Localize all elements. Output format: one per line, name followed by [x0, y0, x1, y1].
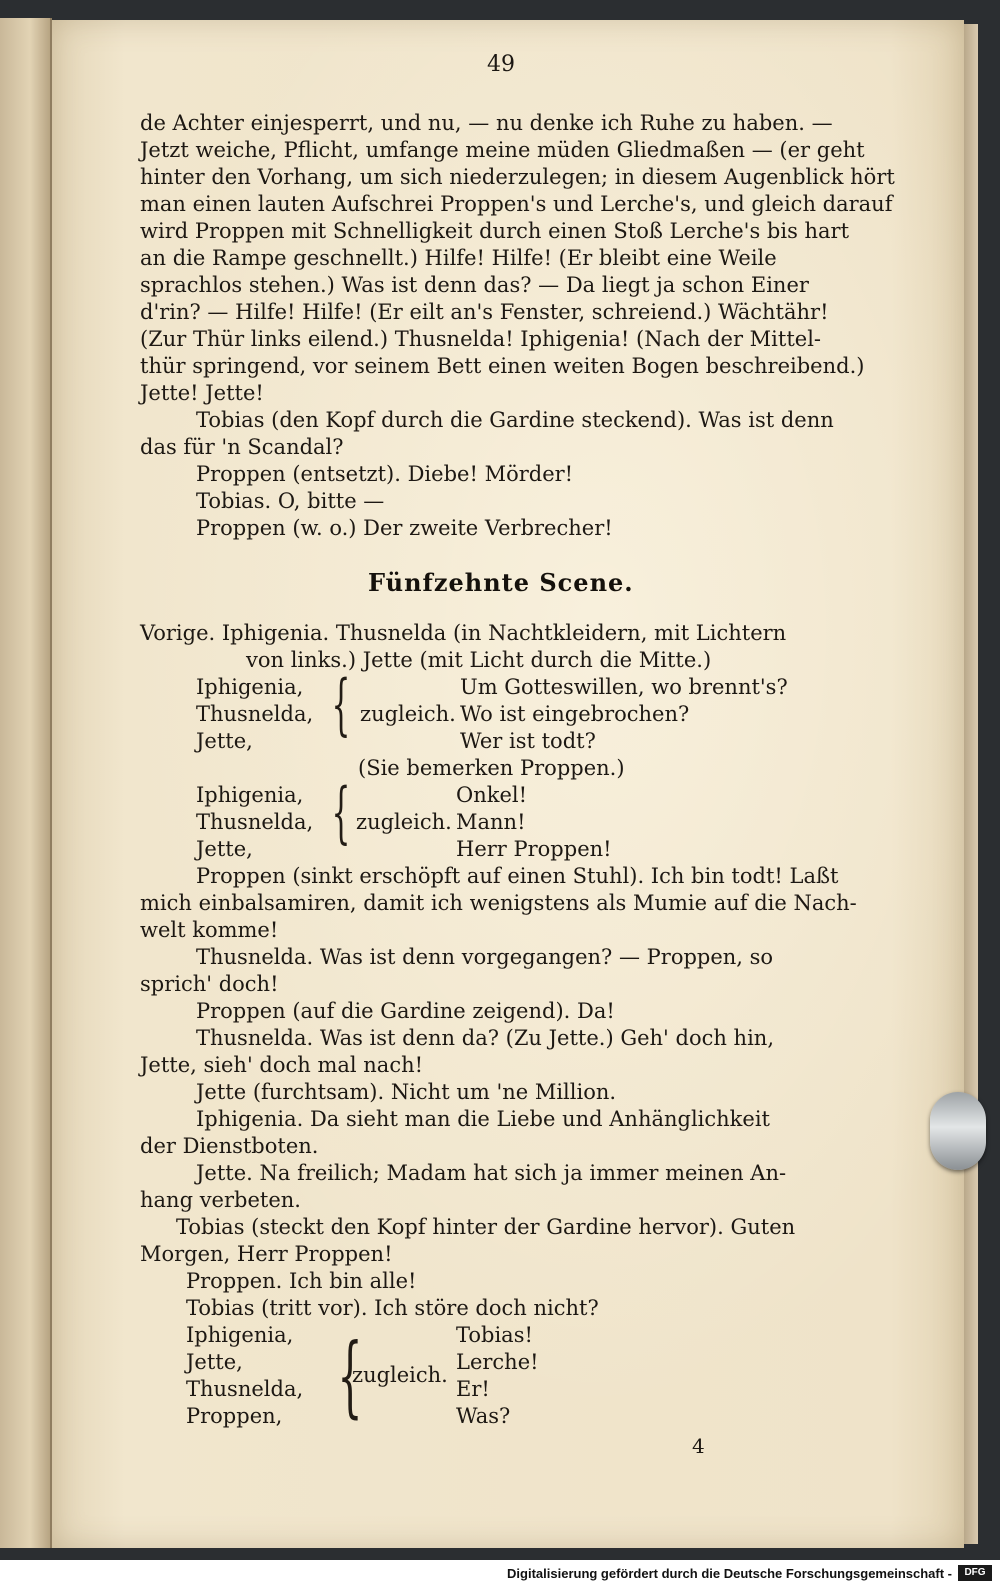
- right-page-edge: [964, 24, 978, 1544]
- dialogue-line: Wer ist todt?: [460, 729, 596, 753]
- dialogue-line: Tobias!: [456, 1323, 533, 1347]
- text-line: mich einbalsamiren, damit ich wenigstens als Mumie auf die Nach-: [140, 891, 857, 915]
- text-line: an die Rampe geschnellt.) Hilfe! Hilfe! (Er bleibt eine Weile: [140, 246, 777, 270]
- text-line: d'rin? — Hilfe! Hilfe! (Er eilt an's Fenster, schreiend.) Wächtähr!: [140, 300, 829, 324]
- text-line: sprich' doch!: [140, 972, 279, 996]
- simultaneous-mark: zugleich.: [360, 702, 456, 726]
- speaker-name: Jette,: [186, 1350, 243, 1374]
- speaker-name: Jette,: [196, 837, 253, 861]
- text-line: Thusnelda. Was ist denn vorgegangen? — Proppen, so: [196, 945, 774, 969]
- page-number: 49: [487, 52, 515, 77]
- page-clip: [930, 1092, 986, 1170]
- dialogue-line: Um Gotteswillen, wo brennt's?: [460, 675, 788, 699]
- text-line: Tobias (tritt vor). Ich störe doch nicht?: [186, 1296, 599, 1320]
- text-line: hang verbeten.: [140, 1188, 301, 1212]
- simultaneous-mark: zugleich.: [352, 1363, 448, 1387]
- text-line: Jette. Na freilich; Madam hat sich ja immer meinen An-: [196, 1161, 787, 1185]
- text-line: Morgen, Herr Proppen!: [140, 1242, 393, 1266]
- scene-heading: Fünfzehnte Scene.: [368, 568, 634, 597]
- text-line: man einen lauten Aufschrei Proppen's und Lerche's, und gleich darauf: [140, 192, 893, 216]
- text-line: Proppen. Ich bin alle!: [186, 1269, 417, 1293]
- dialogue-line: Wo ist eingebrochen?: [460, 702, 690, 726]
- speaker-name: Jette,: [196, 729, 253, 753]
- text-line: Vorige. Iphigenia. Thusnelda (in Nachtkleidern, mit Lichtern: [140, 621, 787, 645]
- speaker-name: Thusnelda,: [186, 1377, 304, 1401]
- text-line: thür springend, vor seinem Bett einen weiten Bogen beschreibend.): [140, 354, 865, 378]
- brace-glyph: {: [331, 774, 351, 851]
- brace-glyph: {: [337, 1324, 363, 1427]
- text-line: Iphigenia. Da sieht man die Liebe und Anhänglichkeit: [196, 1107, 770, 1131]
- text-line: Tobias (steckt den Kopf hinter der Gardine hervor). Guten: [176, 1215, 796, 1239]
- speaker-name: Thusnelda,: [196, 702, 314, 726]
- text-line: Jetzt weiche, Pflicht, umfange meine müden Gliedmaßen — (er geht: [140, 138, 865, 162]
- text-line: hinter den Vorhang, um sich niederzulegen; in diesem Augenblick hört: [140, 165, 895, 189]
- dialogue-line: Onkel!: [456, 783, 528, 807]
- dialogue-line: Was?: [456, 1404, 511, 1428]
- text-line: sprachlos stehen.) Was ist denn das? — Da liegt ja schon Einer: [140, 273, 809, 297]
- dialogue-line: Lerche!: [456, 1350, 539, 1374]
- text-line: Proppen (w. o.) Der zweite Verbrecher!: [196, 516, 613, 540]
- funding-note: Digitalisierung gefördert durch die Deutsche Forschungsgemeinschaft -: [507, 1566, 952, 1581]
- text-line: Proppen (entsetzt). Diebe! Mörder!: [196, 462, 574, 486]
- text-line: (Zur Thür links eilend.) Thusnelda! Iphigenia! (Nach der Mittel-: [140, 327, 822, 351]
- text-line: Jette, sieh' doch mal nach!: [140, 1053, 424, 1077]
- speaker-name: Iphigenia,: [196, 783, 304, 807]
- text-line: Tobias (den Kopf durch die Gardine steckend). Was ist denn: [196, 408, 834, 432]
- dialogue-line: Herr Proppen!: [456, 837, 612, 861]
- simultaneous-mark: zugleich.: [356, 810, 452, 834]
- speaker-name: Thusnelda,: [196, 810, 314, 834]
- speaker-name: Proppen,: [186, 1404, 283, 1428]
- brace-glyph: {: [331, 666, 351, 743]
- dialogue-line: Mann!: [456, 810, 526, 834]
- speaker-name: Iphigenia,: [186, 1323, 294, 1347]
- text-line: von links.) Jette (mit Licht durch die Mitte.): [246, 648, 712, 672]
- signature-mark: 4: [692, 1434, 705, 1458]
- dfg-logo: DFG: [958, 1565, 992, 1581]
- text-line: Jette (furchtsam). Nicht um 'ne Million.: [196, 1080, 617, 1104]
- text-line: welt komme!: [140, 918, 279, 942]
- text-line: der Dienstboten.: [140, 1134, 319, 1158]
- text-line: wird Proppen mit Schnelligkeit durch einen Stoß Lerche's bis hart: [140, 219, 850, 243]
- left-page-edge: [0, 18, 52, 1548]
- speaker-name: Iphigenia,: [196, 675, 304, 699]
- stage-direction: (Sie bemerken Proppen.): [358, 756, 625, 780]
- text-line: de Achter einjesperrt, und nu, — nu denke ich Ruhe zu haben. —: [140, 111, 833, 135]
- dialogue-line: Er!: [456, 1377, 490, 1401]
- text-line: das für 'n Scandal?: [140, 435, 344, 459]
- text-line: Tobias. O, bitte —: [196, 489, 385, 513]
- text-line: Proppen (sinkt erschöpft auf einen Stuhl). Ich bin todt! Laßt: [196, 864, 839, 888]
- footer-bar: [0, 1560, 1000, 1586]
- text-line: Jette! Jette!: [140, 381, 264, 405]
- text-line: Proppen (auf die Gardine zeigend). Da!: [196, 999, 615, 1023]
- text-line: Thusnelda. Was ist denn da? (Zu Jette.) Geh' doch hin,: [196, 1026, 774, 1050]
